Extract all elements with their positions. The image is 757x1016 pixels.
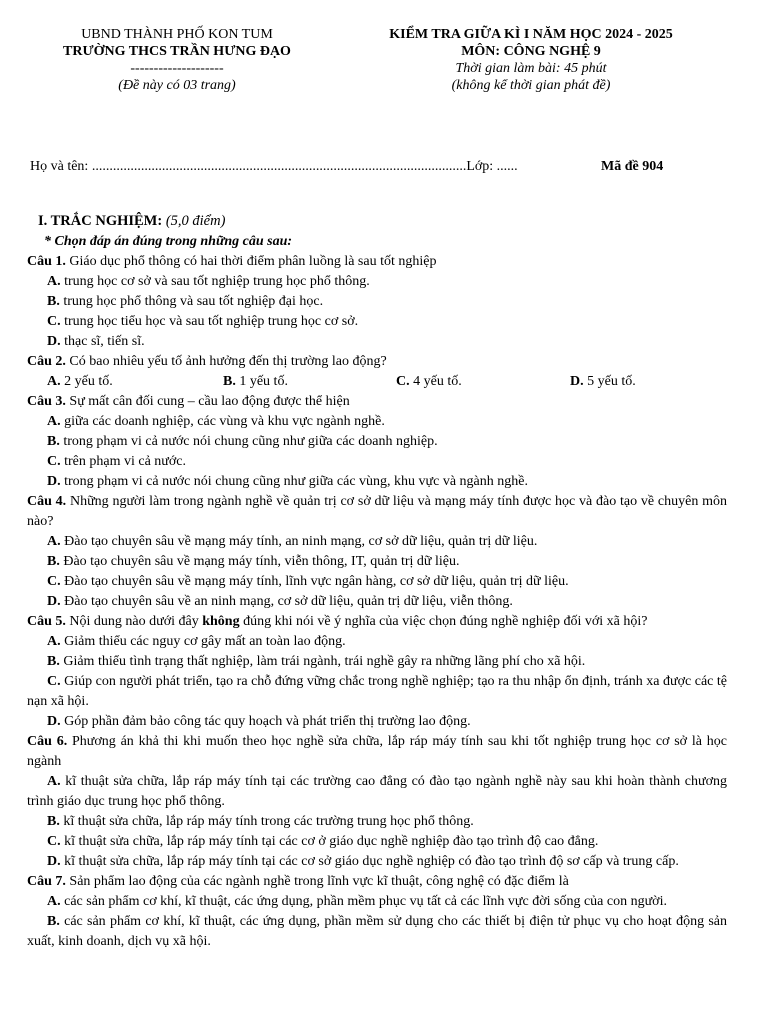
class-label: Lớp: ......: [466, 159, 518, 174]
header-right: [345, 26, 717, 94]
option-5d: D. Góp phần đảm bảo công tác quy hoạch và phát triển thị trường lao động.: [47, 714, 471, 729]
exam-duration: Thời gian làm bài: 45 phút: [455, 61, 607, 76]
option-4b: B. Đào tạo chuyên sâu về mạng máy tính, viễn thông, IT, quản trị dữ liệu.: [47, 554, 460, 569]
student-info-line: [30, 158, 690, 175]
option-4a: A. Đào tạo chuyên sâu về mạng máy tính, an ninh mạng, cơ sở dữ liệu, quản trị dữ liệu.: [47, 534, 538, 549]
name-label: Họ và tên:: [30, 159, 92, 174]
option-2b: B. 1 yếu tố.: [223, 374, 288, 389]
option-7b: B. các sản phẩm cơ khí, kĩ thuật, các ứng dụng, phần mềm sử dụng cho các thiết bị điện tử phục vụ cho hoạt động sản xuất, kinh doanh, dịch vụ xã hội.: [27, 914, 727, 949]
question-7: Câu 7. Sản phẩm lao động của các ngành nghề trong lĩnh vực kĩ thuật, công nghệ có đặc điểm là: [27, 874, 569, 889]
option-1b: B. trung học phổ thông và sau tốt nghiệp đại học.: [47, 294, 324, 309]
option-2c: C. 4 yếu tố.: [396, 374, 462, 389]
department-name: UBND THÀNH PHỐ KON TUM: [81, 27, 273, 42]
options-row-2: [27, 372, 727, 392]
option-6b: B. kĩ thuật sửa chữa, lắp ráp máy tính trong các trường trung học phổ thông.: [47, 814, 474, 829]
option-1a: A. trung học cơ sở và sau tốt nghiệp trung học phổ thông.: [47, 274, 370, 289]
name-blank: ...........................................................................................................: [91, 159, 467, 174]
option-1d: D. thạc sĩ, tiến sĩ.: [47, 334, 145, 349]
header-left: [22, 26, 332, 94]
section-heading: [38, 212, 225, 230]
question-4: Câu 4. Những người làm trong ngành nghề về quản trị cơ sở dữ liệu và mạng máy tính được học và đào tạo về chuyên môn nào?: [27, 494, 727, 529]
section-title: I. TRẮC NGHIỆM:: [38, 213, 163, 229]
option-5c: C. Giúp con người phát triển, tạo ra chỗ đứng vững chắc trong nghề nghiệp; tạo ra thu nhập ổn định, tránh xa được các tệ nạn xã hội.: [27, 674, 727, 709]
exam-title: KIỂM TRA GIỮA KÌ I NĂM HỌC 2024 - 2025: [389, 27, 673, 42]
option-4c: C. Đào tạo chuyên sâu về mạng máy tính, lĩnh vực ngân hàng, cơ sở dữ liệu, quản trị dữ liệu.: [47, 574, 569, 589]
option-6a: A. kĩ thuật sửa chữa, lắp ráp máy tính tại các trường cao đẳng có đào tạo ngành nghề này sau khi hoàn thành chương trình giáo dục trung học phổ thông.: [27, 774, 727, 809]
option-4d: D. Đào tạo chuyên sâu về an ninh mạng, cơ sở dữ liệu, quản trị dữ liệu, viễn thông.: [47, 594, 513, 609]
option-1c: C. trung học tiểu học và sau tốt nghiệp trung học cơ sở.: [47, 314, 359, 329]
option-3d: D. trong phạm vi cả nước nói chung cũng như giữa các vùng, khu vực và ngành nghề.: [47, 474, 528, 489]
option-7a: A. các sản phẩm cơ khí, kĩ thuật, các ứng dụng, phần mềm phục vụ tất cả các lĩnh vực đời sống của con người.: [47, 894, 667, 909]
duration-note: (không kể thời gian phát đề): [451, 78, 611, 93]
exam-code: Mã đề 904: [601, 159, 664, 174]
question-6: Câu 6. Phương án khả thi khi muốn theo học nghề sửa chữa, lắp ráp máy tính sau khi tốt nghiệp trung học cơ sở là học ngành: [27, 734, 727, 769]
option-5a: A. Giảm thiểu các nguy cơ gây mất an toàn lao động.: [47, 634, 346, 649]
option-2a: A. 2 yếu tố.: [47, 374, 113, 389]
page-count-note: (Đề này có 03 trang): [118, 78, 236, 93]
option-5b: B. Giảm thiểu tình trạng thất nghiệp, làm trái ngành, trái nghề gây ra những lãng phí cho xã hội.: [47, 654, 586, 669]
question-3: Câu 3. Sự mất cân đối cung – cầu lao động được thể hiện: [27, 394, 350, 409]
question-1: Câu 1. Giáo dục phổ thông có hai thời điểm phân luồng là sau tốt nghiệp: [27, 254, 437, 269]
section-points: (5,0 điểm): [162, 213, 226, 229]
option-6d: D. kĩ thuật sửa chữa, lắp ráp máy tính tại các cơ sở giáo dục nghề nghiệp có đào tạo trình độ sơ cấp và trung cấp.: [47, 854, 679, 869]
section-instruction: * Chọn đáp án đúng trong những câu sau:: [44, 234, 293, 249]
option-6c: C. kĩ thuật sửa chữa, lắp ráp máy tính tại các cơ ở giáo dục nghề nghiệp đào tạo trình độ cao đẳng.: [47, 834, 599, 849]
school-name: TRƯỜNG THCS TRẦN HƯNG ĐẠO: [63, 44, 291, 59]
option-3c: C. trên phạm vi cả nước.: [47, 454, 187, 469]
header-divider: --------------------: [130, 61, 224, 76]
question-5: Câu 5. Nội dung nào dưới đây không đúng khi nói về ý nghĩa của việc chọn đúng nghề nghiệp đối với xã hội?: [27, 614, 648, 629]
questions-list: [27, 252, 727, 952]
option-3a: A. giữa các doanh nghiệp, các vùng và khu vực ngành nghề.: [47, 414, 385, 429]
option-2d: D. 5 yếu tố.: [570, 374, 636, 389]
question-2: Câu 2. Có bao nhiêu yếu tố ảnh hưởng đến thị trường lao động?: [27, 354, 387, 369]
subject-name: MÔN: CÔNG NGHỆ 9: [461, 44, 601, 59]
option-3b: B. trong phạm vi cả nước nói chung cũng như giữa các doanh nghiệp.: [47, 434, 438, 449]
